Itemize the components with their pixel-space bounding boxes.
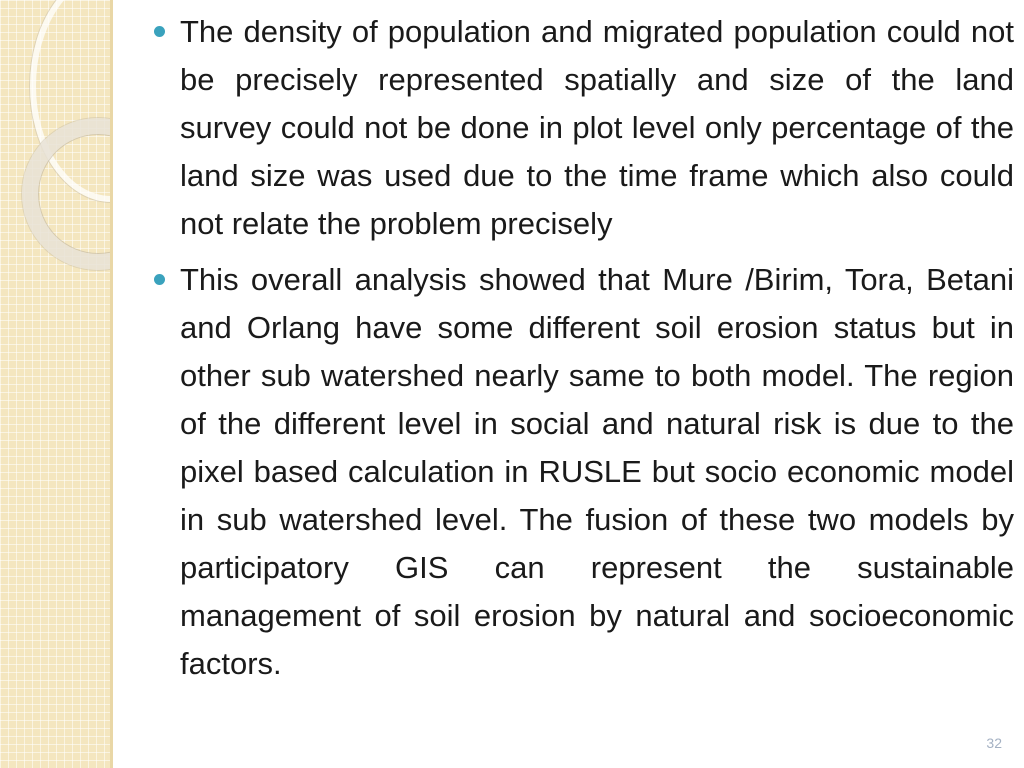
bullet-list: [154, 8, 1014, 688]
bullet-dot-icon: [154, 274, 165, 285]
bullet-text: This overall analysis showed that Mure /Birim, Tora, Betani and Orlang have some different soil erosion status but in other sub watershed nearly same to both model. The region of the different level in social and natural risk is due to the pixel based calculation in RUSLE but socio economic model in sub watershed level. The fusion of these two models by participatory GIS can represent the sustainable management of soil erosion by natural and socioeconomic factors.: [180, 262, 1014, 681]
slide-content: [154, 8, 1014, 688]
side-panel-edge: [110, 0, 113, 768]
decorative-ring-small: [22, 118, 113, 270]
page-number: 32: [986, 735, 1002, 751]
bullet-dot-icon: [154, 26, 165, 37]
bullet-text: The density of population and migrated population could not be precisely represented spatially and size of the land survey could not be done in plot level only percentage of the land size was used due to the time frame which also could not relate the problem precisely: [180, 14, 1014, 241]
bullet-item: [154, 256, 1014, 688]
decorative-side-panel: [0, 0, 113, 768]
bullet-item: [154, 8, 1014, 248]
